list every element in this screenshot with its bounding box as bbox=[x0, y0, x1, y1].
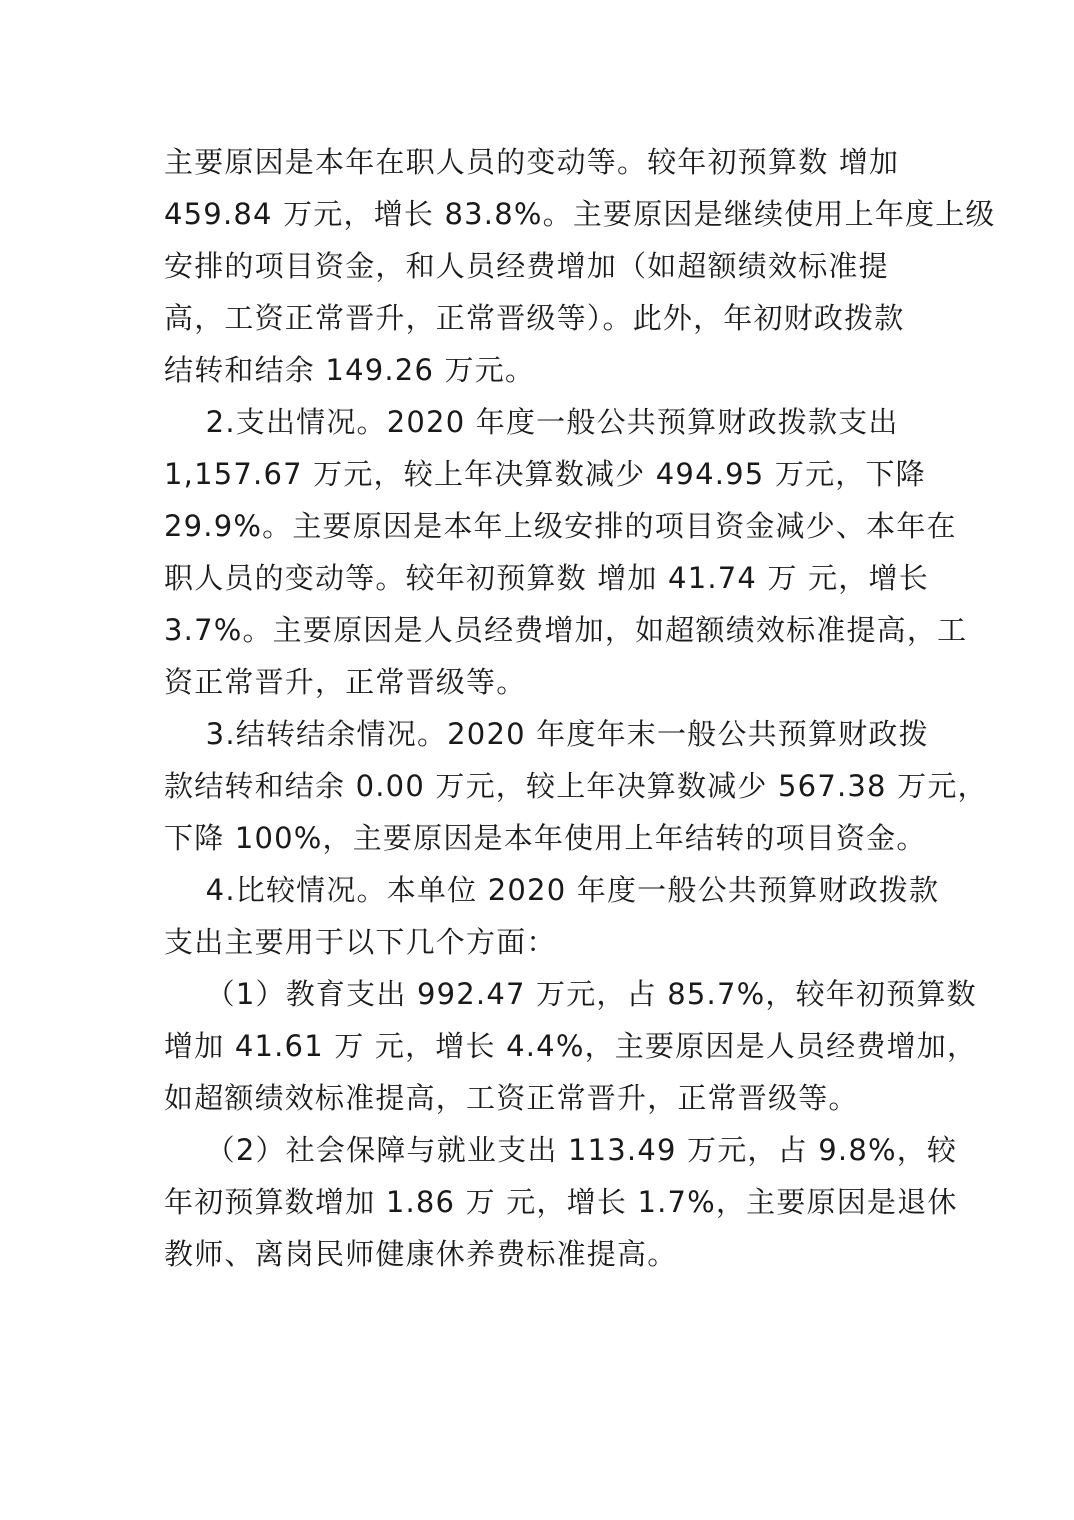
text-line: 高，工资正常晋升，正常晋级等）。此外，年初财政拨款 bbox=[164, 301, 905, 335]
text-line: 1,157.67 万元，较上年决算数减少 494.95 万元，下降 bbox=[164, 457, 926, 491]
text-line: （2）社会保障与就业支出 113.49 万元，占 9.8%，较 bbox=[164, 1133, 958, 1167]
text-line: 4.比较情况。本单位 2020 年度一般公共预算财政拨款 bbox=[164, 873, 940, 907]
text-line: 如超额绩效标准提高，工资正常晋升，正常晋级等。 bbox=[164, 1081, 859, 1115]
text-line: 2.支出情况。2020 年度一般公共预算财政拨款支出 bbox=[164, 405, 899, 439]
text-line: 下降 100%，主要原因是本年使用上年结转的项目资金。 bbox=[164, 821, 927, 855]
text-line: 459.84 万元，增长 83.8%。主要原因是继续使用上年度上级 bbox=[164, 197, 996, 231]
text-line: 资正常晋升，正常晋级等。 bbox=[164, 665, 527, 699]
text-line: 款结转和结余 0.00 万元，较上年决算数减少 567.38 万元， bbox=[164, 769, 988, 803]
text-line: 教师、离岗民师健康休养费标准提高。 bbox=[164, 1237, 678, 1271]
text-line: 主要原因是本年在职人员的变动等。较年初预算数 增加 bbox=[164, 145, 900, 179]
text-line: 增加 41.61 万 元，增长 4.4%，主要原因是人员经费增加， bbox=[164, 1029, 978, 1063]
text-line: 29.9%。主要原因是本年上级安排的项目资金减少、本年在 bbox=[164, 509, 957, 543]
text-line: 安排的项目资金，和人员经费增加（如超额绩效标准提 bbox=[164, 249, 889, 283]
text-line: （1）教育支出 992.47 万元，占 85.7%，较年初预算数 bbox=[164, 977, 977, 1011]
text-line: 结转和结余 149.26 万元。 bbox=[164, 353, 536, 387]
text-line: 职人员的变动等。较年初预算数 增加 41.74 万 元，增长 bbox=[164, 561, 929, 595]
text-line: 年初预算数增加 1.86 万 元，增长 1.7%，主要原因是退休 bbox=[164, 1185, 958, 1219]
text-line: 3.结转结余情况。2020 年度年末一般公共预算财政拨 bbox=[164, 717, 929, 751]
text-line: 支出主要用于以下几个方面： bbox=[164, 925, 557, 959]
text-line: 3.7%。主要原因是人员经费增加，如超额绩效标准提高，工 bbox=[164, 613, 968, 647]
